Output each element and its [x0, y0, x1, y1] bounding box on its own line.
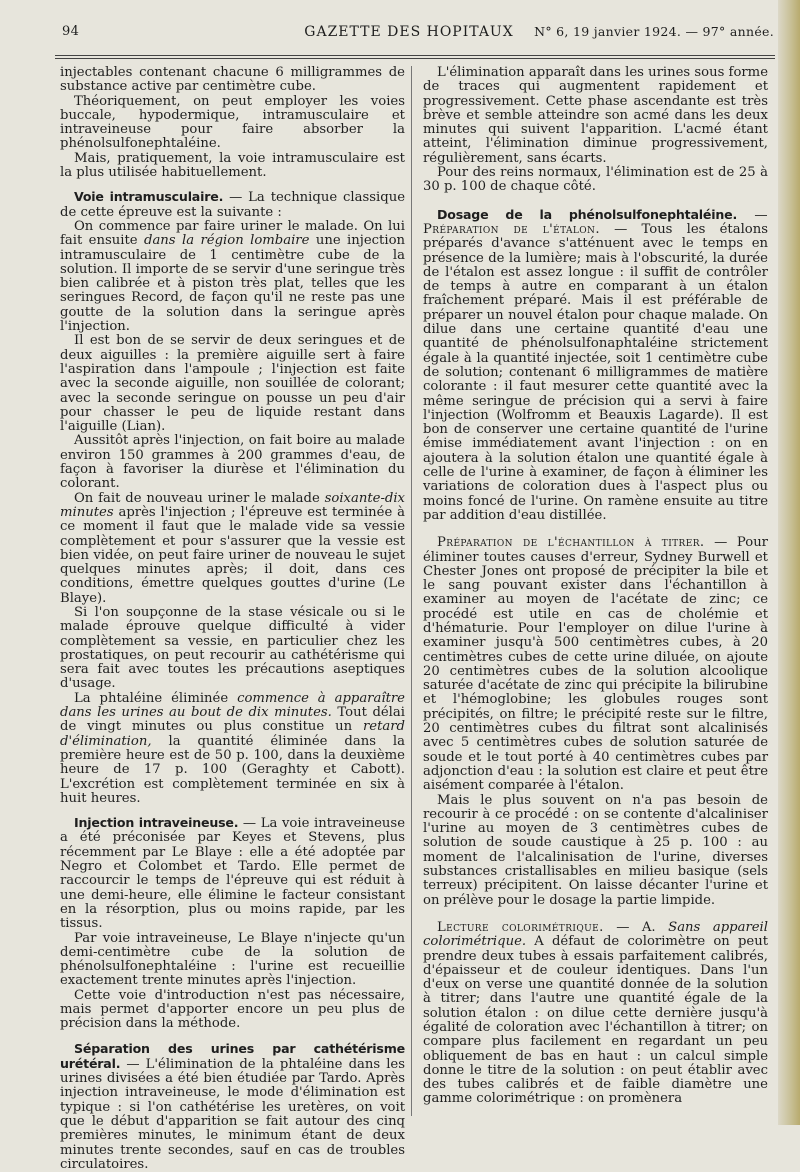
page-edge	[778, 0, 800, 1125]
paragraph: Cette voie d'introduction n'est pas nécessaire, mais permet d'apporter encore un peu plus de précision dans la méthode.	[60, 987, 405, 1032]
paragraph: injectables contenant chacune 6 milligrammes de substance active par centimètre cube.	[60, 65, 405, 95]
paragraph: Théoriquement, on peut employer les voies buccale, hypodermique, intramusculaire et intraveineuse pour faire absorber la phénolsulfonephtaléine.	[60, 93, 405, 152]
right-column	[423, 66, 768, 1107]
subsection-heading: — Préparation de l'étalon.	[423, 207, 768, 237]
section-heading: Dosage de la phénolsulfonephtaléine.	[437, 206, 738, 222]
section-heading: Séparation des urines par cathétérisme urétéral.	[60, 1040, 405, 1071]
section-echantillon: Préparation de l'échantillon à titrer. — Pour éliminer toutes causes d'erreur, Sydney Burwell et Chester Jones ont proposé de précipiter la bile et le sang pouvant exister dans l'échantillon à examiner au moyen de l'acétate de zinc; ce procédé est utile en cas de cholémie et d'hématurie. Pour l'employer on dilue l'urine à examiner jusqu'à 500 centimètres cubes, à 20 centimètres cubes de cette urine diluée, on ajoute 20 centimètres cubes de la solution alcoolique saturée d'acétate de zinc qui précipite la bilirubine et l'hémoglobine; les globules rouges sont précipités, on filtre; le précipité reste sur le filtre, 20 centimètres cubes du filtrat sont alcalinisés avec 5 centimètres cubes de solution saturée de soude et le tout porté à 40 centimètres cubes par adjonction d'eau : la solution est claire et peut être aisément comparée à l'étalon.	[423, 535, 768, 794]
paragraph: On fait de nouveau uriner le malade soixante-dix minutes après l'injection ; l'épreuve est terminée à ce moment il faut que le malade vide sa vessie complètement et pour s'assurer que la vessie est bien vidée, on peut faire uriner de nouveau le sujet quelques minutes après; il doit, dans ces conditions, émettre quelques gouttes d'urine (Le Blaye).	[60, 490, 405, 606]
left-column	[60, 66, 405, 1172]
paragraph: L'élimination apparaît dans les urines sous forme de traces qui augmentent rapidement et progressivement. Cette phase ascendante est très brève et semble atteindre son acmé dans les deux minutes qui suivent l'apparition. L'acmé étant atteint, l'élimination diminue progressivement, régulièrement, sans écarts.	[423, 65, 768, 166]
column-divider	[411, 66, 412, 1116]
paragraph: Mais, pratiquement, la voie intramusculaire est la plus utilisée habituellement.	[60, 150, 405, 181]
paragraph: Pour des reins normaux, l'élimination est de 25 à 30 p. 100 de chaque côté.	[423, 165, 768, 195]
paragraph: Aussitôt après l'injection, on fait boire au malade environ 150 grammes à 200 grammes d'eau, de façon à favoriser la diurèse et l'élimination du colorant.	[60, 433, 405, 492]
paragraph: On commence par faire uriner le malade. On lui fait ensuite dans la région lombaire une injection intramusculaire de 1 centimètre cube de la solution. Il importe de se servir d'une seringue très bien calibrée et à piston très plat, telles que les seringues Record, de façon qu'il ne reste pas une goutte de la solution dans la seringue après l'injection.	[60, 218, 406, 335]
paragraph: Si l'on soupçonne de la stase vésicale ou si le malade éprouve quelque difficulté à vider complètement sa vessie, en particulier chez les prostatiques, on peut recourir au cathétérisme qui sera fait avec toutes les précautions aseptiques d'usage.	[60, 604, 405, 692]
paragraph: Il est bon de se servir de deux seringues et de deux aiguilles : la première aiguille sert à faire l'aspiration dans l'ampoule ; l'injection est faite avec la seconde aiguille, non souillée de colorant; avec la seconde seringue on pousse un peu d'air pour chasser le peu de liquide restant dans l'aiguille (Lian).	[60, 333, 405, 435]
section-separation: Séparation des urines par cathétérisme urétéral. — L'élimination de la phtaléine dans les urines divisées a été bien étudiée par Tardo. Après injection intraveineuse, le mode d'élimination est typique : si l'on cathétérise les uretères, on voit que le début d'apparition se fait autour des cinq premières minutes, le minimum étant de deux minutes trente secondes, sauf en cas de troubles circulatoires.	[60, 1040, 405, 1172]
subsection-heading: Préparation de l'échantillon à titrer.	[437, 535, 705, 551]
journal-title: GAZETTE DES HOPITAUX	[304, 24, 514, 40]
page-number: 94	[62, 24, 80, 39]
paragraph: Par voie intraveineuse, Le Blaye n'injecte qu'un demi-centimètre cube de la solution de phénolsulfonephtaléine : l'urine est recueillie exactement trente minutes après l'injection.	[60, 930, 405, 989]
running-header	[40, 22, 778, 46]
header-rule-double	[55, 58, 775, 59]
section-lecture: Lecture colorimétrique. — A. Sans appareil colorimétrique. A défaut de colorimètre on peut prendre deux tubes à essais parfaitement calibrés, d'épaisseur et de couleur identiques. Dans l'un d'eux on verse une quantité donnée de la solution à titrer; dans l'autre une quantité égale de la solution étalon : on dilue cette dernière jusqu'à égalité de coloration avec l'échantillon à titrer; on compare plus facilement en regardant un peu obliquement de bas en haut : un calcul simple donne le titre de la solution : on peut établir avec des tubes calibrés et de faible diamètre une gamme colorimétrique : on promènera	[423, 919, 768, 1107]
section-heading: Injection intraveineuse.	[74, 815, 239, 831]
section-heading: Voie intramusculaire.	[74, 189, 224, 205]
header-rule	[55, 55, 775, 56]
section-intramusculaire: Voie intramusculaire. — La technique classique de cette épreuve est la suivante :	[60, 189, 406, 220]
paragraph: La phtaléine éliminée commence à apparaître dans les urines au bout de dix minutes. Tout délai de vingt minutes ou plus constitue un retard d'élimination, la quantité éliminée dans la première heure est de 50 p. 100, dans la deuxième heure de 17 p. 100 (Geraghty et Cabott). L'excrétion est complètement terminée en six à huit heures.	[60, 690, 405, 806]
section-dosage: Dosage de la phénolsulfonephtaléine. — Préparation de l'étalon. — Tous les étalons préparés d'avance s'atténuent avec le temps en présence de la lumière; mais à l'obscurité, la durée de l'étalon est assez longue : il suffit de contrôler de temps à autre en comparant à un étalon fraîchement préparé. Mais il est préférable de préparer un nouvel étalon pour chaque malade. On dilue dans une certaine quantité d'eau une quantité de phénolsulfonaphtaléine strictement égale à la quantité injectée, soit 1 centimètre cube de solution; contenant 6 milligrammes de matière colorante : il faut mesurer cette quantité avec la même seringue de précision qui a servi à faire l'injection (Wolfromm et Beauxis Lagarde). Il est bon de conserver une certaine quantité de l'urine émise immédiatement avant l'injection : on en ajoutera à la solution étalon une quantité égale à celle de l'urine à examiner, de façon à éliminer les variations de coloration dues à l'aspect plus ou moins foncé de l'urine. On ramène ensuite au titre par addition d'eau distillée.	[423, 206, 769, 523]
subsection-heading: Lecture colorimétrique.	[437, 919, 604, 935]
paragraph: Mais le plus souvent on n'a pas besoin de recourir à ce procédé : on se contente d'alcaliniser l'urine au moyen de 3 centimètres cubes de solution de soude caustique à 25 p. 100 : au moment de l'alcalinisation de l'urine, diverses substances cristallisables en milieu basique (sels terreux) précipitent. On laisse décanter l'urine et on prélève pour le dosage la partie limpide.	[423, 792, 768, 908]
section-intraveineuse: Injection intraveineuse. — La voie intraveineuse a été préconisée par Keyes et Stevens, plus récemment par Le Blaye : elle a été adoptée par Negro et Colombet et Tardo. Elle permet de raccourcir le temps de l'épreuve qui est réduit à une demi-heure, elle élimine le facteur consistant en la résorption, plus ou moins rapide, par les tissus.	[60, 815, 405, 932]
issue-info: N° 6, 19 janvier 1924. — 97° année.	[534, 24, 774, 39]
